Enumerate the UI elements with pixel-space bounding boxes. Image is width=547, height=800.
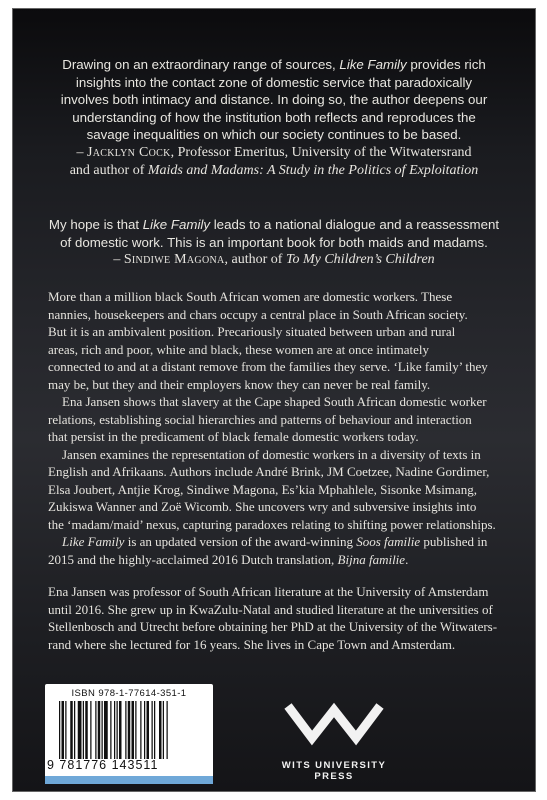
barcode-bar [65, 701, 66, 759]
quote-line: Drawing on an extraordinary range of sources, Like Family provides rich [62, 57, 486, 72]
book-title: To My Children’s Children [285, 252, 435, 268]
barcode-bar [104, 701, 108, 759]
description-paragraph-1: More than a million black South African women are domestic workers. These nannies, housekeepers and chars occupy a central place in South African society. But it is an ambivalent position. Precariously situated between urban and rural areas, rich and poor, white and black, these women are at once intimately connected to and at a distant remove from the families they serve. ‘Like family’ they may be, but they and their employers know they can never be real family. [48, 289, 488, 392]
description-paragraph-2: Ena Jansen shows that slavery at the Cape shaped South African domestic worker relations, establishing social hierarchies and patterns of behaviour and interaction that persist in the predicament of black female domestic workers today. [48, 394, 487, 444]
author-bio: Ena Jansen was professor of South African literature at the University of Amsterdam until 2016. She grew up in KwaZulu-Natal and studied literature at the universities of Stellenbosch and Utrecht before obtaining her PhD at the University of the Witwaters- rand where she lectured for 16 years. She lives in Cape Town and Amsterdam. [48, 584, 498, 652]
quote-line: My hope is that Like Family leads to a national dialogue and a reassessment [48, 217, 500, 232]
barcode-bar [163, 701, 164, 759]
quote-line: savage inequalities on which our society continues to be based. [86, 127, 462, 143]
barcode-bar [74, 701, 75, 759]
barcode-accent-strip [45, 776, 213, 784]
barcode-bar [125, 701, 126, 759]
barcode-bar [95, 701, 96, 759]
description-paragraph-4: Like Family is an updated version of the award-winning Soos familie published in 2015 and the highly-acclaimed 2016 Dutch translation, Bijna familie. [48, 534, 488, 567]
quote-attribution: – Jacklyn Cock, Professor Emeritus, University of the Witwatersrand [76, 144, 472, 160]
barcode-bar [62, 701, 65, 759]
back-cover [12, 8, 536, 792]
barcode-bar [59, 701, 60, 759]
barcode-bar [70, 701, 73, 759]
barcode-bar [159, 701, 162, 759]
barcode-bar [152, 701, 153, 759]
barcode-digits: 9 781776 143511 [47, 758, 159, 772]
barcode-bar [154, 701, 155, 759]
barcode-bar [90, 701, 91, 759]
barcode-bar [78, 701, 82, 759]
barcode-bar [83, 701, 84, 759]
barcode-bar [114, 701, 115, 759]
quote-line: of domestic work. This is an important book for both maids and madams. [60, 234, 488, 250]
book-description [48, 288, 512, 568]
barcode-bar [140, 701, 141, 759]
description-paragraph-3: Jansen examines the representation of domestic workers in a diversity of texts in English and Afrikaans. Authors include André Brink, JM Coetzee, Nadine Gordimer, Elsa Joubert, Antjie Krog, Sindiwe Magona, Es’kia Mphahlele, Sisonke Msimang, Zukiswa Wanner and Zoë Wicomb. She uncovers wry and subversive insights into the ‘madam/maid’ nexus, capturing paradoxes relating to shifting power relationships. [48, 446, 496, 532]
isbn-label: ISBN 978-1-77614-351-1 [71, 688, 187, 699]
barcode-bar [147, 701, 150, 759]
quote-line: understanding of how the institution both reflects and reproduces the [72, 109, 476, 125]
endorsement-quote-magona [12, 216, 536, 269]
barcode-bar [144, 701, 145, 759]
isbn-barcode [45, 684, 213, 784]
barcode-bar [135, 701, 136, 759]
barcode-bar [128, 701, 131, 759]
barcode-bar [167, 701, 168, 759]
quote-attribution: – Sindiwe Magona, author of To My Children’s Children [113, 252, 435, 268]
publisher-name: WITS UNIVERSITY PRESS [281, 760, 387, 782]
barcode-bar [98, 701, 101, 759]
quote-author-name: Sindiwe Magona [123, 252, 225, 268]
barcode-bar [119, 701, 122, 759]
book-title: Maids and Madams: A Study in the Politics of Exploitation [147, 162, 479, 178]
endorsement-quote-cock [12, 56, 536, 179]
quote-line: insights into the contact zone of domestic service that paradoxically [75, 74, 473, 90]
barcode-bar [102, 701, 103, 759]
barcode-bar [117, 701, 118, 759]
quote-attribution-book: and author of Maids and Madams: A Study in the Politics of Exploitation [69, 162, 479, 178]
barcode-bar [85, 701, 88, 759]
barcode-bar [132, 701, 135, 759]
quote-author-name: Jacklyn Cock [86, 144, 171, 160]
wits-press-w-logo-icon [282, 698, 386, 756]
barcode-bar [110, 701, 111, 759]
quote-line: involves both intimacy and distance. In doing so, the author deepens our [60, 92, 488, 108]
barcode-icon [59, 701, 207, 759]
